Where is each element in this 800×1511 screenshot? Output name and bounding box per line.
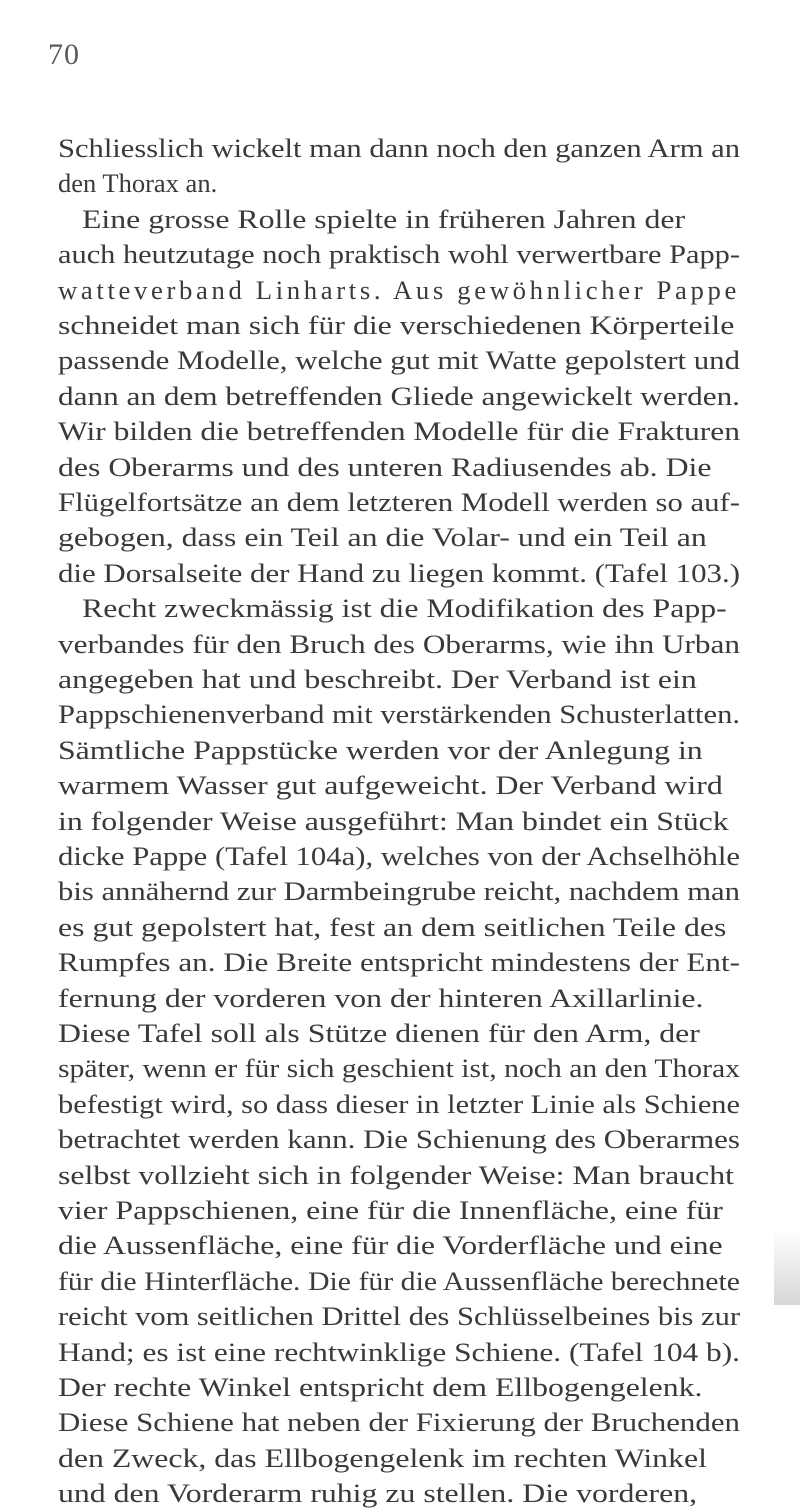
text-line: Pappschienenverband mit verstärkenden Schusterlatten.	[58, 699, 740, 730]
text-line: Sämtliche Pappstücke werden vor der Anlegung in	[58, 734, 703, 765]
text-line: betrachtet werden kann. Die Schienung des Oberarmes	[58, 1124, 740, 1155]
text-line: verbandes für den Bruch des Oberarms, wie ihn Urban	[58, 628, 740, 659]
text-line: Schliesslich wickelt man dann noch den ganzen Arm an	[58, 133, 740, 163]
text-line: schneidet man sich für die verschiedenen Körperteile	[58, 310, 735, 340]
text-line: Rumpfes an. Die Breite entspricht mindestens der Ent-	[58, 947, 740, 978]
text-line: gebogen, dass ein Teil an die Volar- und ein Teil an	[58, 522, 707, 553]
text-line: dann an dem betreffenden Gliede angewickelt werden.	[58, 380, 740, 411]
text-line: Eine grosse Rolle spielte in früheren Jahren der	[82, 203, 686, 234]
text-line: reicht vom seitlichen Drittel des Schlüsselbeines bis zur	[58, 1301, 740, 1332]
text-line: fernung der vorderen von der hinteren Axillarlinie.	[58, 982, 704, 1013]
text-line: und den Vorderarm ruhig zu stellen. Die vorderen,	[58, 1478, 698, 1509]
text-line: bis annähernd zur Darmbeingrube reicht, nachdem man	[58, 876, 740, 907]
text-line: in folgender Weise ausgeführt: Man bindet ein Stück	[58, 805, 729, 836]
text-line: später, wenn er für sich geschient ist, noch an den Thorax	[58, 1053, 740, 1084]
text-line: Wir bilden die betreffenden Modelle für die Frakturen	[58, 416, 740, 447]
text-line: angegeben hat und beschreibt. Der Verband ist ein	[58, 664, 697, 694]
text-line: Recht zweckmässig ist die Modifikation des Papp-	[82, 593, 727, 624]
text-line: auch heutzutage noch praktisch wohl verwertbare Papp-	[58, 239, 740, 270]
text-line: Flügelfortsätze an dem letzteren Modell werden so auf-	[58, 487, 740, 517]
text-line: des Oberarms und des unteren Radiusendes ab. Die	[58, 451, 712, 482]
text-line: watteverband Linharts. Aus gewöhnlicher Pappe	[58, 274, 740, 305]
text-line: für die Hinterfläche. Die für die Aussenfläche berechnete	[58, 1265, 740, 1296]
text-line: es gut gepolstert hat, fest an dem seitlichen Teile des	[58, 911, 727, 942]
text-line: befestigt wird, so dass dieser in letzter Linie als Schiene	[58, 1088, 740, 1119]
page-corner-shading	[774, 1229, 800, 1305]
text-line: Hand; es ist eine rechtwinklige Schiene. (Tafel 104 b).	[58, 1336, 740, 1367]
text-line: Der rechte Winkel entspricht dem Ellbogengelenk.	[58, 1372, 703, 1402]
text-line: dicke Pappe (Tafel 104a), welches von der Achselhöhle	[58, 841, 740, 871]
text-line: selbst vollzieht sich in folgender Weise: Man braucht	[58, 1159, 734, 1190]
text-line: die Aussenfläche, eine für die Vorderfläche und eine	[58, 1230, 723, 1261]
text-line: warmem Wasser gut aufgeweicht. Der Verband wird	[58, 770, 723, 801]
page-number: 70	[48, 38, 80, 71]
text-line: den Thorax an.	[58, 168, 218, 199]
text-line: den Zweck, das Ellbogengelenk im rechten Winkel	[58, 1442, 707, 1473]
text-line: vier Pappschienen, eine für die Innenfläche, eine für	[58, 1195, 723, 1225]
text-line: passende Modelle, welche gut mit Watte gepolstert und	[58, 345, 740, 376]
text-line: Diese Schiene hat neben der Fixierung der Bruchenden	[58, 1407, 740, 1438]
text-line: Diese Tafel soll als Stütze dienen für den Arm, der	[58, 1018, 700, 1048]
text-line: die Dorsalseite der Hand zu liegen kommt. (Tafel 103.)	[58, 557, 740, 588]
